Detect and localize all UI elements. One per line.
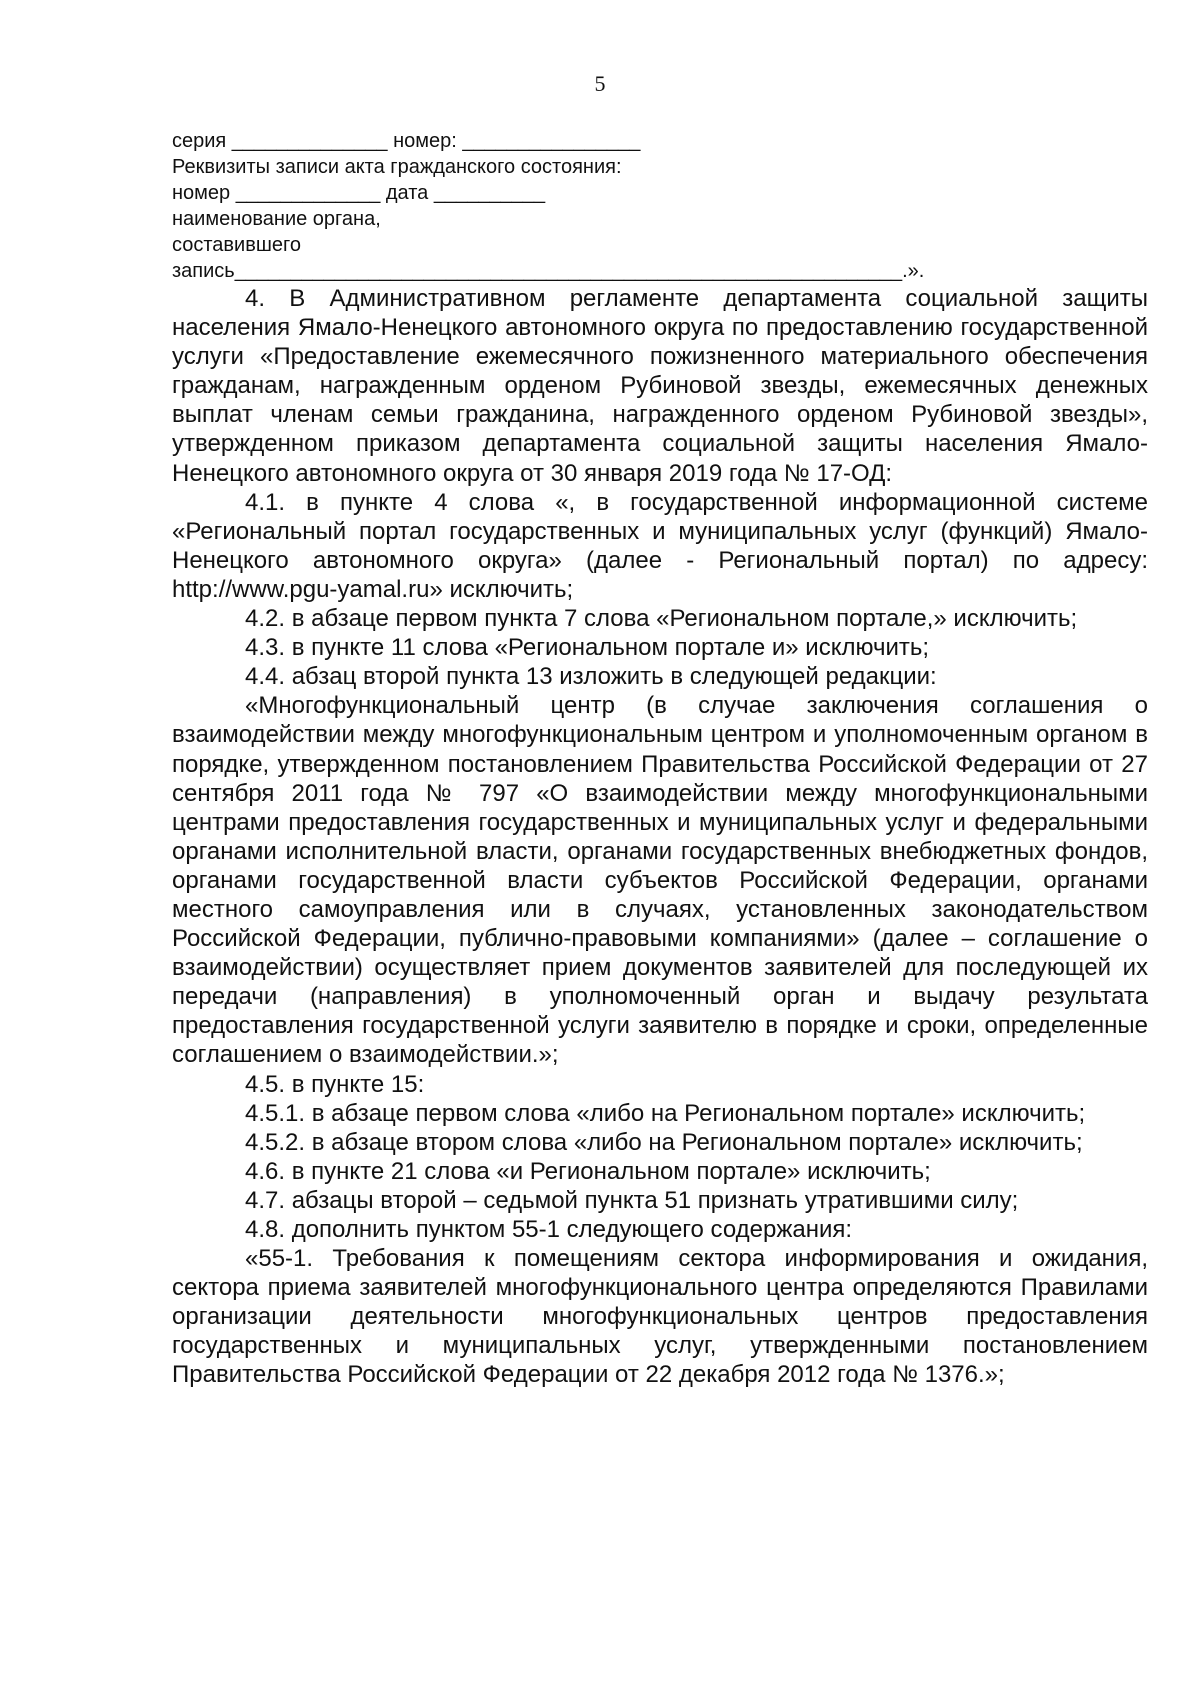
paragraph-4-8: 4.8. дополнить пунктом 55-1 следующего содержания: (245, 1216, 853, 1243)
paragraph-55-1-quote: «55-1. Требования к помещениям сектора информирования и ожидания, сектора приема заявителей многофункционального центра определяются Правилами организации деятельности многофункциональных центров предоставления государственных и муниципальных услуг, утвержденными постановлением Правительства Российской Федерации от 22 декабря 2012 года № 1376.»; (172, 1245, 1148, 1389)
series-number-line: серия ______________ номер: ________________ (172, 130, 641, 152)
paragraph-4-3: 4.3. в пункте 11 слова «Региональном портале и» исключить; (245, 634, 930, 662)
number-date-line: номер _____________ дата __________ (172, 182, 546, 204)
paragraph-4-4: 4.4. абзац второй пункта 13 изложить в следующей редакции: (245, 663, 937, 691)
document-body (172, 284, 1148, 1390)
paragraph-4-6: 4.6. в пункте 21 слова «и Региональном портале» исключить; (245, 1157, 931, 1185)
paragraph-4-4-quote: «Многофункциональный центр (в случае заключения соглашения о взаимодействии между многофункциональным центром и уполномоченным органом в порядке, утвержденном постановлением Правительства Российской Федерации от 27 сентября 2011 года № 797 «О взаимодействии между многофункциональными центрами предоставления государственных и муниципальных услуг и федеральными органами исполнительной власти, органами государственных внебюджетных фондов, органами государственной власти субъектов Российской Федерации, органами местного самоуправления или в случаях, установленных законодательством Российской Федерации, публично-правовыми компаниями» (далее – соглашение о взаимодействии) осуществляет прием документов заявителей для последующей их передачи (направления) в уполномоченный орган и выдачу результата предоставления государственной услуги заявителю в порядке и сроки, определенные соглашением о взаимодействии.»; (172, 692, 1148, 1069)
paragraph-4-2: 4.2. в абзаце первом пункта 7 слова «Региональном портале,» исключить; (245, 605, 1078, 633)
civil-status-record-form (172, 128, 1057, 284)
paragraph-4-5-1: 4.5.1. в абзаце первом слова «либо на Региональном портале» исключить; (245, 1099, 1086, 1127)
paragraph-4: 4. В Административном регламенте департамента социальной защиты населения Ямало-Ненецкого автономного округа по предоставлению государственной услуги «Предоставление ежемесячного пожизненного материального обеспечения гражданам, награжденным орденом Рубиновой звезды, ежемесячных денежных выплат членам семьи гражданина, награжденного орденом Рубиновой звезды», утвержденном приказом департамента социальной защиты населения Ямало-Ненецкого автономного округа от 30 января 2019 года № 17-ОД: (172, 285, 1148, 487)
authority-line-2: составившего (172, 234, 301, 256)
page-number: 5 (594, 71, 606, 96)
requisites-title: Реквизиты записи акта гражданского состояния: (172, 156, 622, 178)
authority-line-1: наименование органа, (172, 208, 381, 230)
paragraph-4-5: 4.5. в пункте 15: (245, 1070, 425, 1098)
record-line: запись____________________________________________________________.». (172, 260, 925, 282)
paragraph-4-1: 4.1. в пункте 4 слова «, в государственной информационной системе «Региональный портал государственных и муниципальных услуг (функций) Ямало-Ненецкого автономного округа» (далее - Региональный портал) по адресу: http://www.pgu-yamal.ru» исключить; (172, 488, 1148, 603)
paragraph-4-7: 4.7. абзацы второй – седьмой пункта 51 признать утратившими силу; (245, 1186, 1019, 1214)
paragraph-4-5-2: 4.5.2. в абзаце втором слова «либо на Региональном портале» исключить; (245, 1128, 1083, 1156)
